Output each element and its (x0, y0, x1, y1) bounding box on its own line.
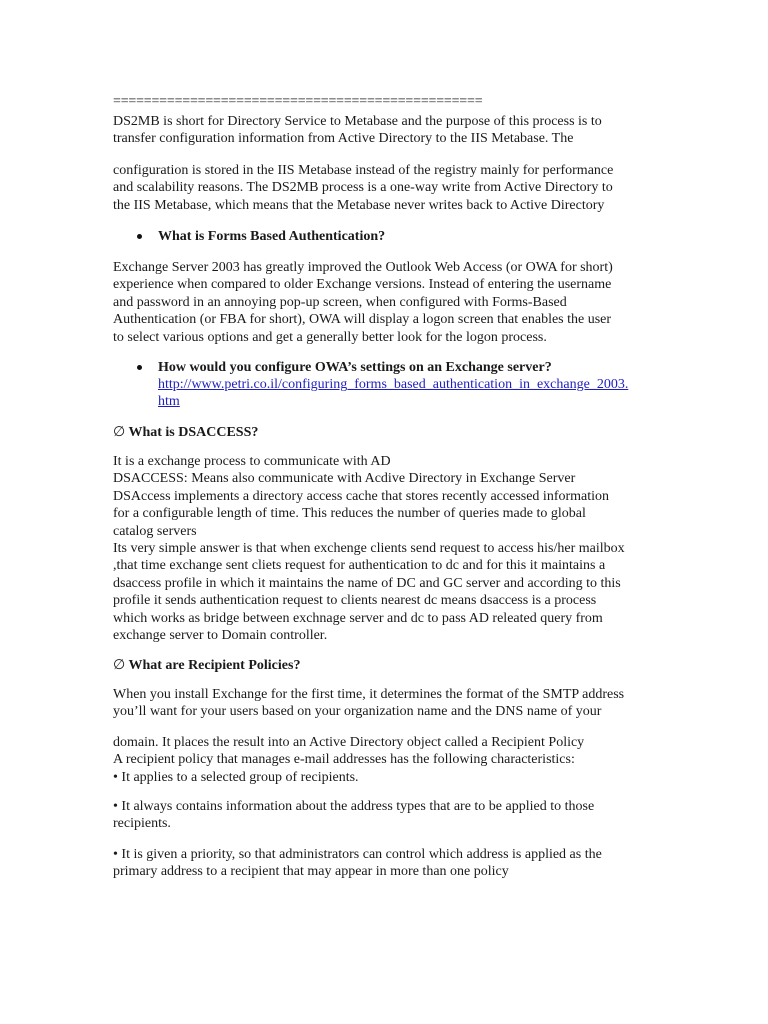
paragraph-ds2mb-details (113, 162, 658, 214)
question-owa: How would you configure OWA’s settings on an Exchange server? (158, 360, 552, 375)
separator-line: ================================================ (113, 94, 483, 109)
text-line: to select various options and get a generally better look for the logon process. (113, 329, 547, 345)
question-fba: What is Forms Based Authentication? (158, 229, 386, 244)
text-line: exchange server to Domain controller. (113, 628, 328, 644)
text-line: DS2MB is short for Directory Service to Metabase and the purpose of this process is to (113, 114, 602, 129)
text-line: DSACCESS: Means also communicate with Acdive Directory in Exchange Server (113, 471, 576, 487)
text-line: • It is given a priority, so that administrators can control which address is applied as the (113, 847, 602, 862)
text-line: It is a exchange process to communicate with AD (113, 454, 391, 469)
text-line: primary address to a recipient that may appear in more than one policy (113, 864, 509, 880)
paragraph-recipient-policy (113, 734, 658, 786)
text-line: DSAccess implements a directory access cache that stores recently accessed information (113, 488, 610, 504)
paragraph-recipient-address-types (113, 798, 658, 833)
text-line: domain. It places the result into an Active Directory object called a Recipient Policy (113, 735, 585, 750)
text-line: Exchange Server 2003 has greatly improved the Outlook Web Access (or OWA for short) (113, 260, 613, 275)
text-line: dsaccess profile in which it maintains the name of DC and GC server and according to this (113, 575, 621, 591)
text-line: for a configurable length of time. This reduces the number of queries made to global (113, 506, 586, 522)
heading-recipient-policies (113, 657, 300, 674)
text-line: • It always contains information about the address types that are to be applied to those (113, 799, 595, 814)
heading-text: What is DSACCESS? (128, 425, 259, 440)
text-line: experience when compared to older Exchange versions. Instead of entering the username (113, 277, 612, 293)
text-line: and scalability reasons. The DS2MB process is a one-way write from Active Directory to (113, 180, 613, 196)
text-line: A recipient policy that manages e-mail addresses has the following characteristics: (113, 752, 575, 768)
text-line: and password in an annoying pop-up screen, when configured with Forms-Based (113, 294, 567, 310)
text-line: catalog servers (113, 523, 197, 539)
text-line: recipients. (113, 816, 171, 832)
paragraph-recipient-priority (113, 846, 658, 881)
text-line: Authentication (or FBA for short), OWA will display a logon screen that enables the user (113, 312, 612, 328)
owa-link[interactable]: http://www.petri.co.il/configuring_forms_based_authentication_in_exchange_2003. (158, 377, 629, 392)
bullet-icon (137, 234, 142, 239)
bullet-icon (137, 365, 142, 370)
paragraph-dsaccess-answer (113, 453, 658, 644)
paragraph-recipient-intro (113, 686, 658, 721)
text-line: ,that time exchange sent cliets request for authentication to dc and for this it maintains a (113, 558, 606, 574)
empty-set-icon: ∅ (113, 425, 126, 440)
text-line: When you install Exchange for the first time, it determines the format of the SMTP address (113, 687, 625, 702)
text-line: profile it sends authentication request to clients nearest dc means dsaccess is a process (113, 593, 597, 609)
text-line: • It applies to a selected group of recipients. (113, 769, 359, 785)
text-line: you’ll want for your users based on your organization name and the DNS name of your (113, 704, 602, 720)
text-line: configuration is stored in the IIS Metabase instead of the registry mainly for performance (113, 163, 614, 178)
heading-dsaccess (113, 424, 258, 441)
paragraph-ds2mb-intro (113, 113, 658, 148)
heading-text: What are Recipient Policies? (128, 658, 301, 673)
text-line: which works as bridge between exchnage server and dc to pass AD releated query from (113, 610, 603, 626)
empty-set-icon: ∅ (113, 658, 126, 673)
text-line: the IIS Metabase, which means that the Metabase never writes back to Active Directory (113, 197, 605, 213)
text-line: transfer configuration information from Active Directory to the IIS Metabase. The (113, 131, 574, 147)
paragraph-fba-answer (113, 259, 658, 346)
text-line: Its very simple answer is that when exchenge clients send request to access his/her mailbox (113, 541, 625, 557)
owa-link-continued[interactable]: htm (158, 394, 180, 409)
